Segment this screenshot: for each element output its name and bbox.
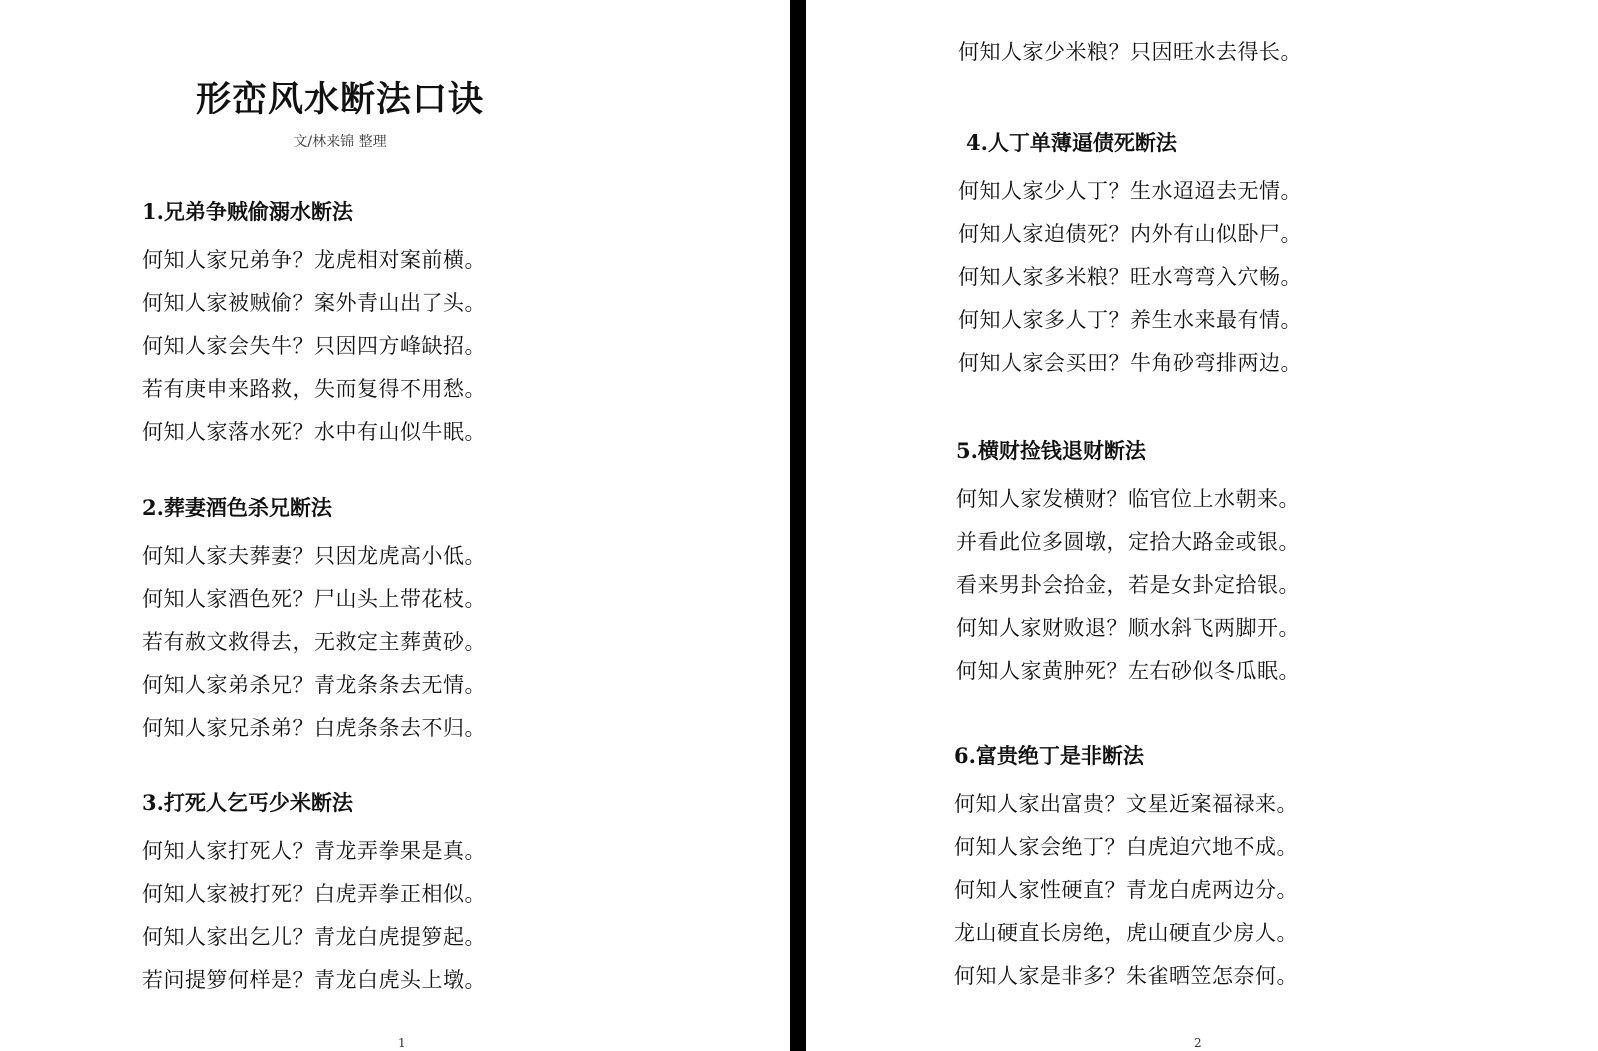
- verse-line: 何知人家兄杀弟？白虎条条去不归。: [142, 716, 486, 740]
- page-number: 2: [1194, 1036, 1202, 1050]
- section-heading: 6.富贵绝丁是非断法: [954, 743, 1144, 768]
- section-heading: 1.兄弟争贼偷溺水断法: [142, 199, 353, 224]
- verse-line: 何知人家发横财？临官位上水朝来。: [956, 487, 1300, 511]
- verse-line: 何知人家会绝丁？白虎迫穴地不成。: [954, 835, 1298, 859]
- verse-line: 若有庚申来路救，失而复得不用愁。: [142, 377, 486, 401]
- section-6: [954, 739, 1298, 998]
- page-number: 1: [398, 1036, 406, 1050]
- verse-line: 何知人家少人丁？生水迢迢去无情。: [958, 179, 1302, 203]
- verse-line: 何知人家落水死？水中有山似牛眠。: [142, 420, 486, 444]
- section-4: [958, 126, 1302, 385]
- verse-line: 若有赦文救得去，无救定主葬黄砂。: [142, 630, 486, 654]
- section-heading: 3.打死人乞丐少米断法: [142, 790, 353, 815]
- verse-line: 何知人家多米粮？旺水弯弯入穴畅。: [958, 265, 1302, 289]
- section-1: [142, 195, 486, 454]
- verse-line: 何知人家是非多？朱雀晒笠怎奈何。: [954, 964, 1298, 988]
- verse-line: 何知人家迫债死？内外有山似卧尸。: [958, 222, 1302, 246]
- document-author: 文/林来锦 整理: [293, 134, 387, 150]
- verse-line: 龙山硬直长房绝，虎山硬直少房人。: [954, 921, 1298, 945]
- verse-line: 何知人家会失牛？只因四方峰缺招。: [142, 334, 486, 358]
- section-heading: 2.葬妻酒色杀兄断法: [142, 495, 332, 520]
- section-heading: 4.人丁单薄逼债死断法: [966, 130, 1177, 155]
- verse-line: 并看此位多圆墩，定拾大路金或银。: [956, 530, 1300, 554]
- verse-line: 何知人家被贼偷？案外青山出了头。: [142, 291, 486, 315]
- verse-line: 何知人家弟杀兄？青龙条条去无情。: [142, 673, 486, 697]
- document-title: 形峦风水断法口诀: [195, 79, 484, 120]
- verse-line: 何知人家出乞儿？青龙白虎提箩起。: [142, 925, 486, 949]
- document-page-2: [806, 0, 1598, 1051]
- verse-line: 何知人家被打死？白虎弄拳正相似。: [142, 882, 486, 906]
- verse-line-carryover: 何知人家少米粮？只因旺水去得长。: [958, 40, 1302, 64]
- document-page-1: [0, 0, 790, 1051]
- verse-line: 若问提箩何样是？青龙白虎头上墩。: [142, 968, 486, 992]
- page-divider: [790, 0, 806, 1051]
- verse-line: 何知人家性硬直？青龙白虎两边分。: [954, 878, 1298, 902]
- verse-line: 何知人家会买田？牛角砂弯排两边。: [958, 351, 1302, 375]
- verse-line: 看来男卦会拾金，若是女卦定拾银。: [956, 573, 1300, 597]
- verse-line: 何知人家出富贵？文星近案福禄来。: [954, 792, 1298, 816]
- section-2: [142, 491, 486, 750]
- verse-line: 何知人家多人丁？养生水来最有情。: [958, 308, 1302, 332]
- verse-line: 何知人家夫葬妻？只因龙虎高小低。: [142, 544, 486, 568]
- verse-line: 何知人家财败退？顺水斜飞两脚开。: [956, 616, 1300, 640]
- verse-line: 何知人家黄肿死？左右砂似冬瓜眠。: [956, 659, 1300, 683]
- verse-line: 何知人家兄弟争？龙虎相对案前横。: [142, 248, 486, 272]
- section-3: [142, 786, 486, 1002]
- verse-line: 何知人家酒色死？尸山头上带花枝。: [142, 587, 486, 611]
- verse-line: 何知人家打死人？青龙弄拳果是真。: [142, 839, 486, 863]
- section-5: [956, 434, 1300, 693]
- section-heading: 5.横财捡钱退财断法: [956, 438, 1146, 463]
